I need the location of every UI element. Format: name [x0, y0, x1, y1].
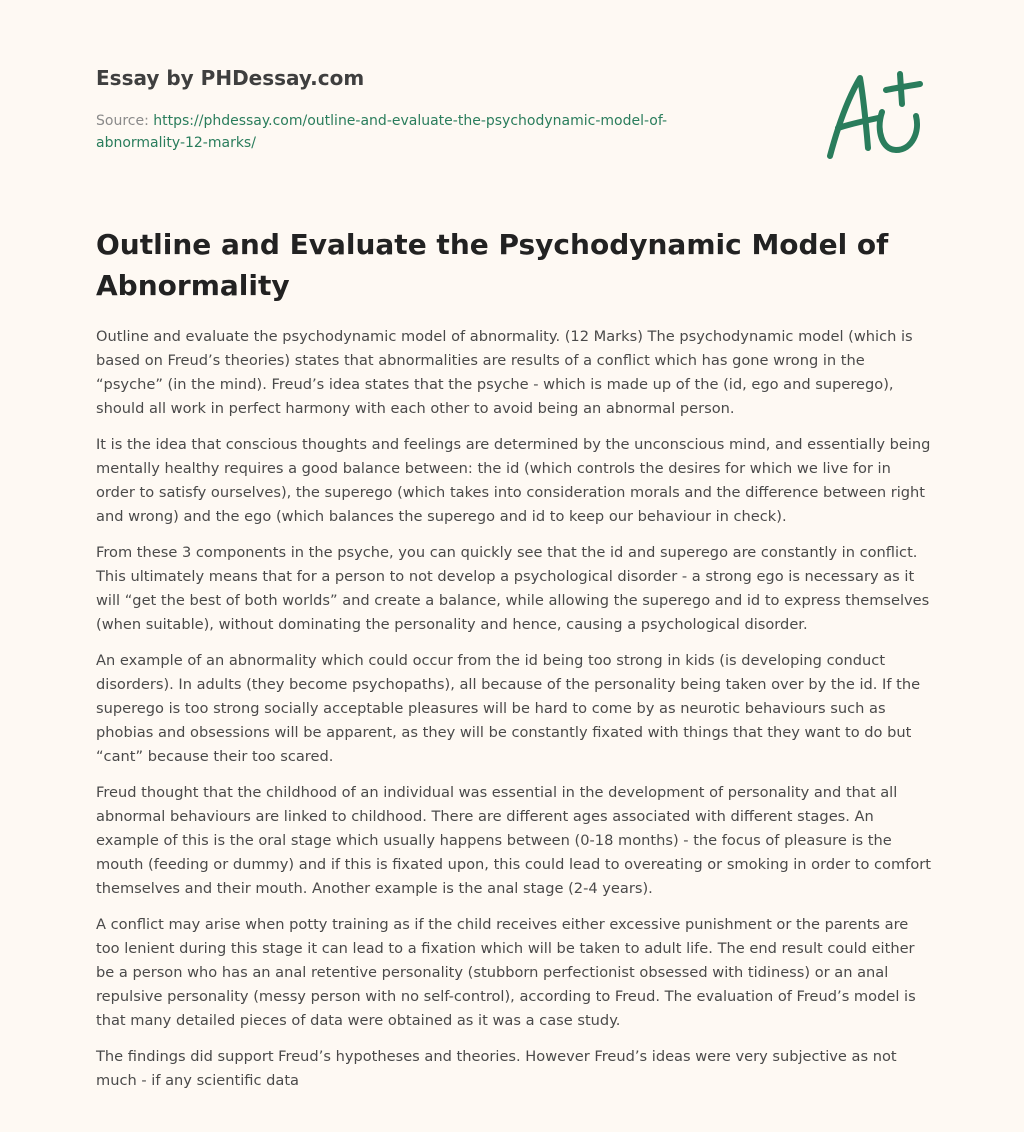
- source-link[interactable]: https://phdessay.com/outline-and-evaluate-the-psychodynamic-model-of-abnormality-12-marks/: [96, 113, 668, 151]
- paragraph: Freud thought that the childhood of an individual was essential in the development of personality and that all abnormal behaviours are linked to childhood. There are different ages associated with different stages. An example of this is the oral stage which usually happens between (0-18 months) - the focus of pleasure is the mouth (feeding or dummy) and if this is fixated upon, this could lead to overeating or smoking in order to comfort themselves and their mouth. Another example is the anal stage (2-4 years).: [96, 784, 931, 897]
- paragraph: It is the idea that conscious thoughts and feelings are determined by the unconscious mind, and essentially being mentally healthy requires a good balance between: the id (which controls the desires for which we live for in order to satisfy ourselves), the superego (which takes into consideration morals and the difference between right and wrong) and the ego (which balances the superego and id to keep our behaviour in check).: [96, 436, 931, 525]
- paragraph: From these 3 components in the psyche, you can quickly see that the id and superego are constantly in conflict. This ultimately means that for a person to not develop a psychological disorder - a strong ego is necessary as it will “get the best of both worlds” and create a balance, while allowing the superego and id to express themselves (when suitable), without dominating the personality and hence, causing a psychological disorder.: [96, 544, 930, 633]
- paragraph: A conflict may arise when potty training as if the child receives either excessive punishment or the parents are too lenient during this stage it can lead to a fixation which will be taken to adult life. The end result could either be a person who has an anal retentive personality (stubborn perfectionist obsessed with tidiness) or an anal repulsive personality (messy person with no self-control), according to Freud. The evaluation of Freud’s model is that many detailed pieces of data were obtained as it was a case study.: [96, 916, 916, 1029]
- paragraph: An example of an abnormality which could occur from the id being too strong in kids (is developing conduct disorders). In adults (they become psychopaths), all because of the personality being taken over by the id. If the superego is too strong socially acceptable pleasures will be hard to come by as neurotic behaviours such as phobias and obsessions will be apparent, as they will be constantly fixated with things that they want to do but “cant” because their too scared.: [96, 652, 921, 765]
- page-header: [96, 60, 736, 154]
- paragraph: Outline and evaluate the psychodynamic model of abnormality. (12 Marks) The psychodynamic model (which is based on Freud’s theories) states that abnormalities are results of a conflict which has gone wrong in the “psyche” (in the mind). Freud’s idea states that the psyche - which is made up of the (id, ego and superego), should all work in perfect harmony with each other to avoid being an abnormal person.: [96, 328, 913, 417]
- site-brand: Essay by PHDessay.com: [96, 66, 365, 90]
- article-body: [96, 325, 934, 1105]
- a-plus-grade-icon: [820, 66, 930, 166]
- source-label: Source:: [96, 113, 149, 129]
- paragraph: The findings did support Freud’s hypotheses and theories. However Freud’s ideas were very subjective as not much - if any scientific data: [96, 1048, 897, 1089]
- article-title: Outline and Evaluate the Psychodynamic Model of Abnormality: [96, 228, 889, 302]
- source-line: [96, 110, 736, 154]
